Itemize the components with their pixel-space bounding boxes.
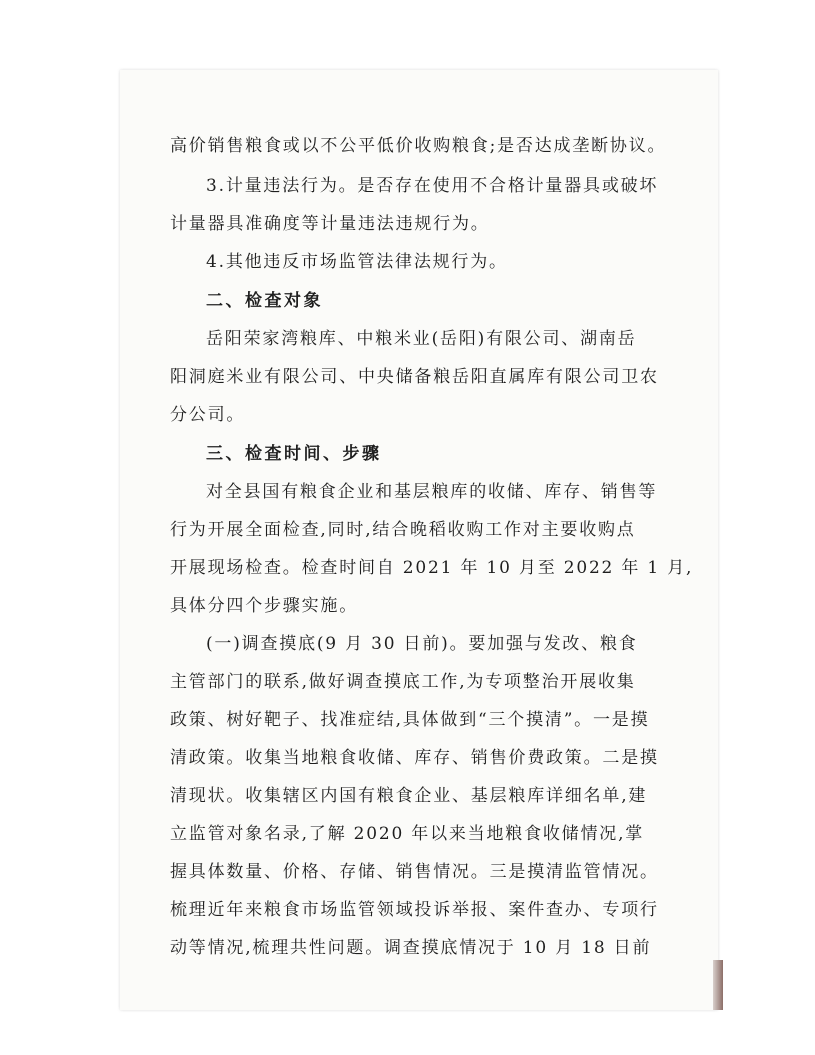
text-line: 计量器具准确度等计量违法违规行为。 [170, 214, 490, 234]
text-line: (一)调查摸底(9 月 30 日前)。要加强与发改、粮食 [206, 634, 638, 654]
text-line: 清现状。收集辖区内国有粮食企业、基层粮库详细名单,建 [170, 786, 648, 806]
section-heading: 二、检查对象 [206, 291, 323, 311]
text-line: 分公司。 [170, 405, 246, 425]
text-line: 3.计量违法行为。是否存在使用不合格计量器具或破坏 [206, 176, 659, 196]
text-line: 高价销售粮食或以不公平低价收购粮食;是否达成垄断协议。 [170, 136, 667, 156]
text-line: 立监管对象名录,了解 2020 年以来当地粮食收储情况,掌 [170, 824, 645, 844]
text-line: 具体分四个步骤实施。 [170, 596, 358, 616]
text-line: 对全县国有粮食企业和基层粮库的收储、库存、销售等 [206, 482, 658, 502]
text-line: 政策、树好靶子、找准症结,具体做到“三个摸清”。一是摸 [170, 710, 650, 730]
text-line: 动等情况,梳理共性问题。调查摸底情况于 10 月 18 日前 [170, 938, 652, 958]
text-line: 4.其他违反市场监管法律法规行为。 [206, 252, 508, 272]
text-line: 开展现场检查。检查时间自 2021 年 10 月至 2022 年 1 月, [170, 558, 694, 578]
section-heading: 三、检查时间、步骤 [206, 444, 382, 464]
text-line: 阳洞庭米业有限公司、中央储备粮岳阳直属库有限公司卫农 [170, 367, 659, 387]
text-line: 主管部门的联系,做好调查摸底工作,为专项整治开展收集 [170, 672, 636, 692]
text-line: 清政策。收集当地粮食收储、库存、销售价费政策。二是摸 [170, 748, 659, 768]
page-edge-shadow [713, 960, 723, 1010]
text-line: 岳阳荣家湾粮库、中粮米业(岳阳)有限公司、湖南岳 [206, 329, 637, 349]
text-line: 梳理近年来粮食市场监管领域投诉举报、案件查办、专项行 [170, 900, 659, 920]
text-line: 握具体数量、价格、存储、销售情况。三是摸清监管情况。 [170, 862, 659, 882]
text-line: 行为开展全面检查,同时,结合晚稻收购工作对主要收购点 [170, 520, 636, 540]
